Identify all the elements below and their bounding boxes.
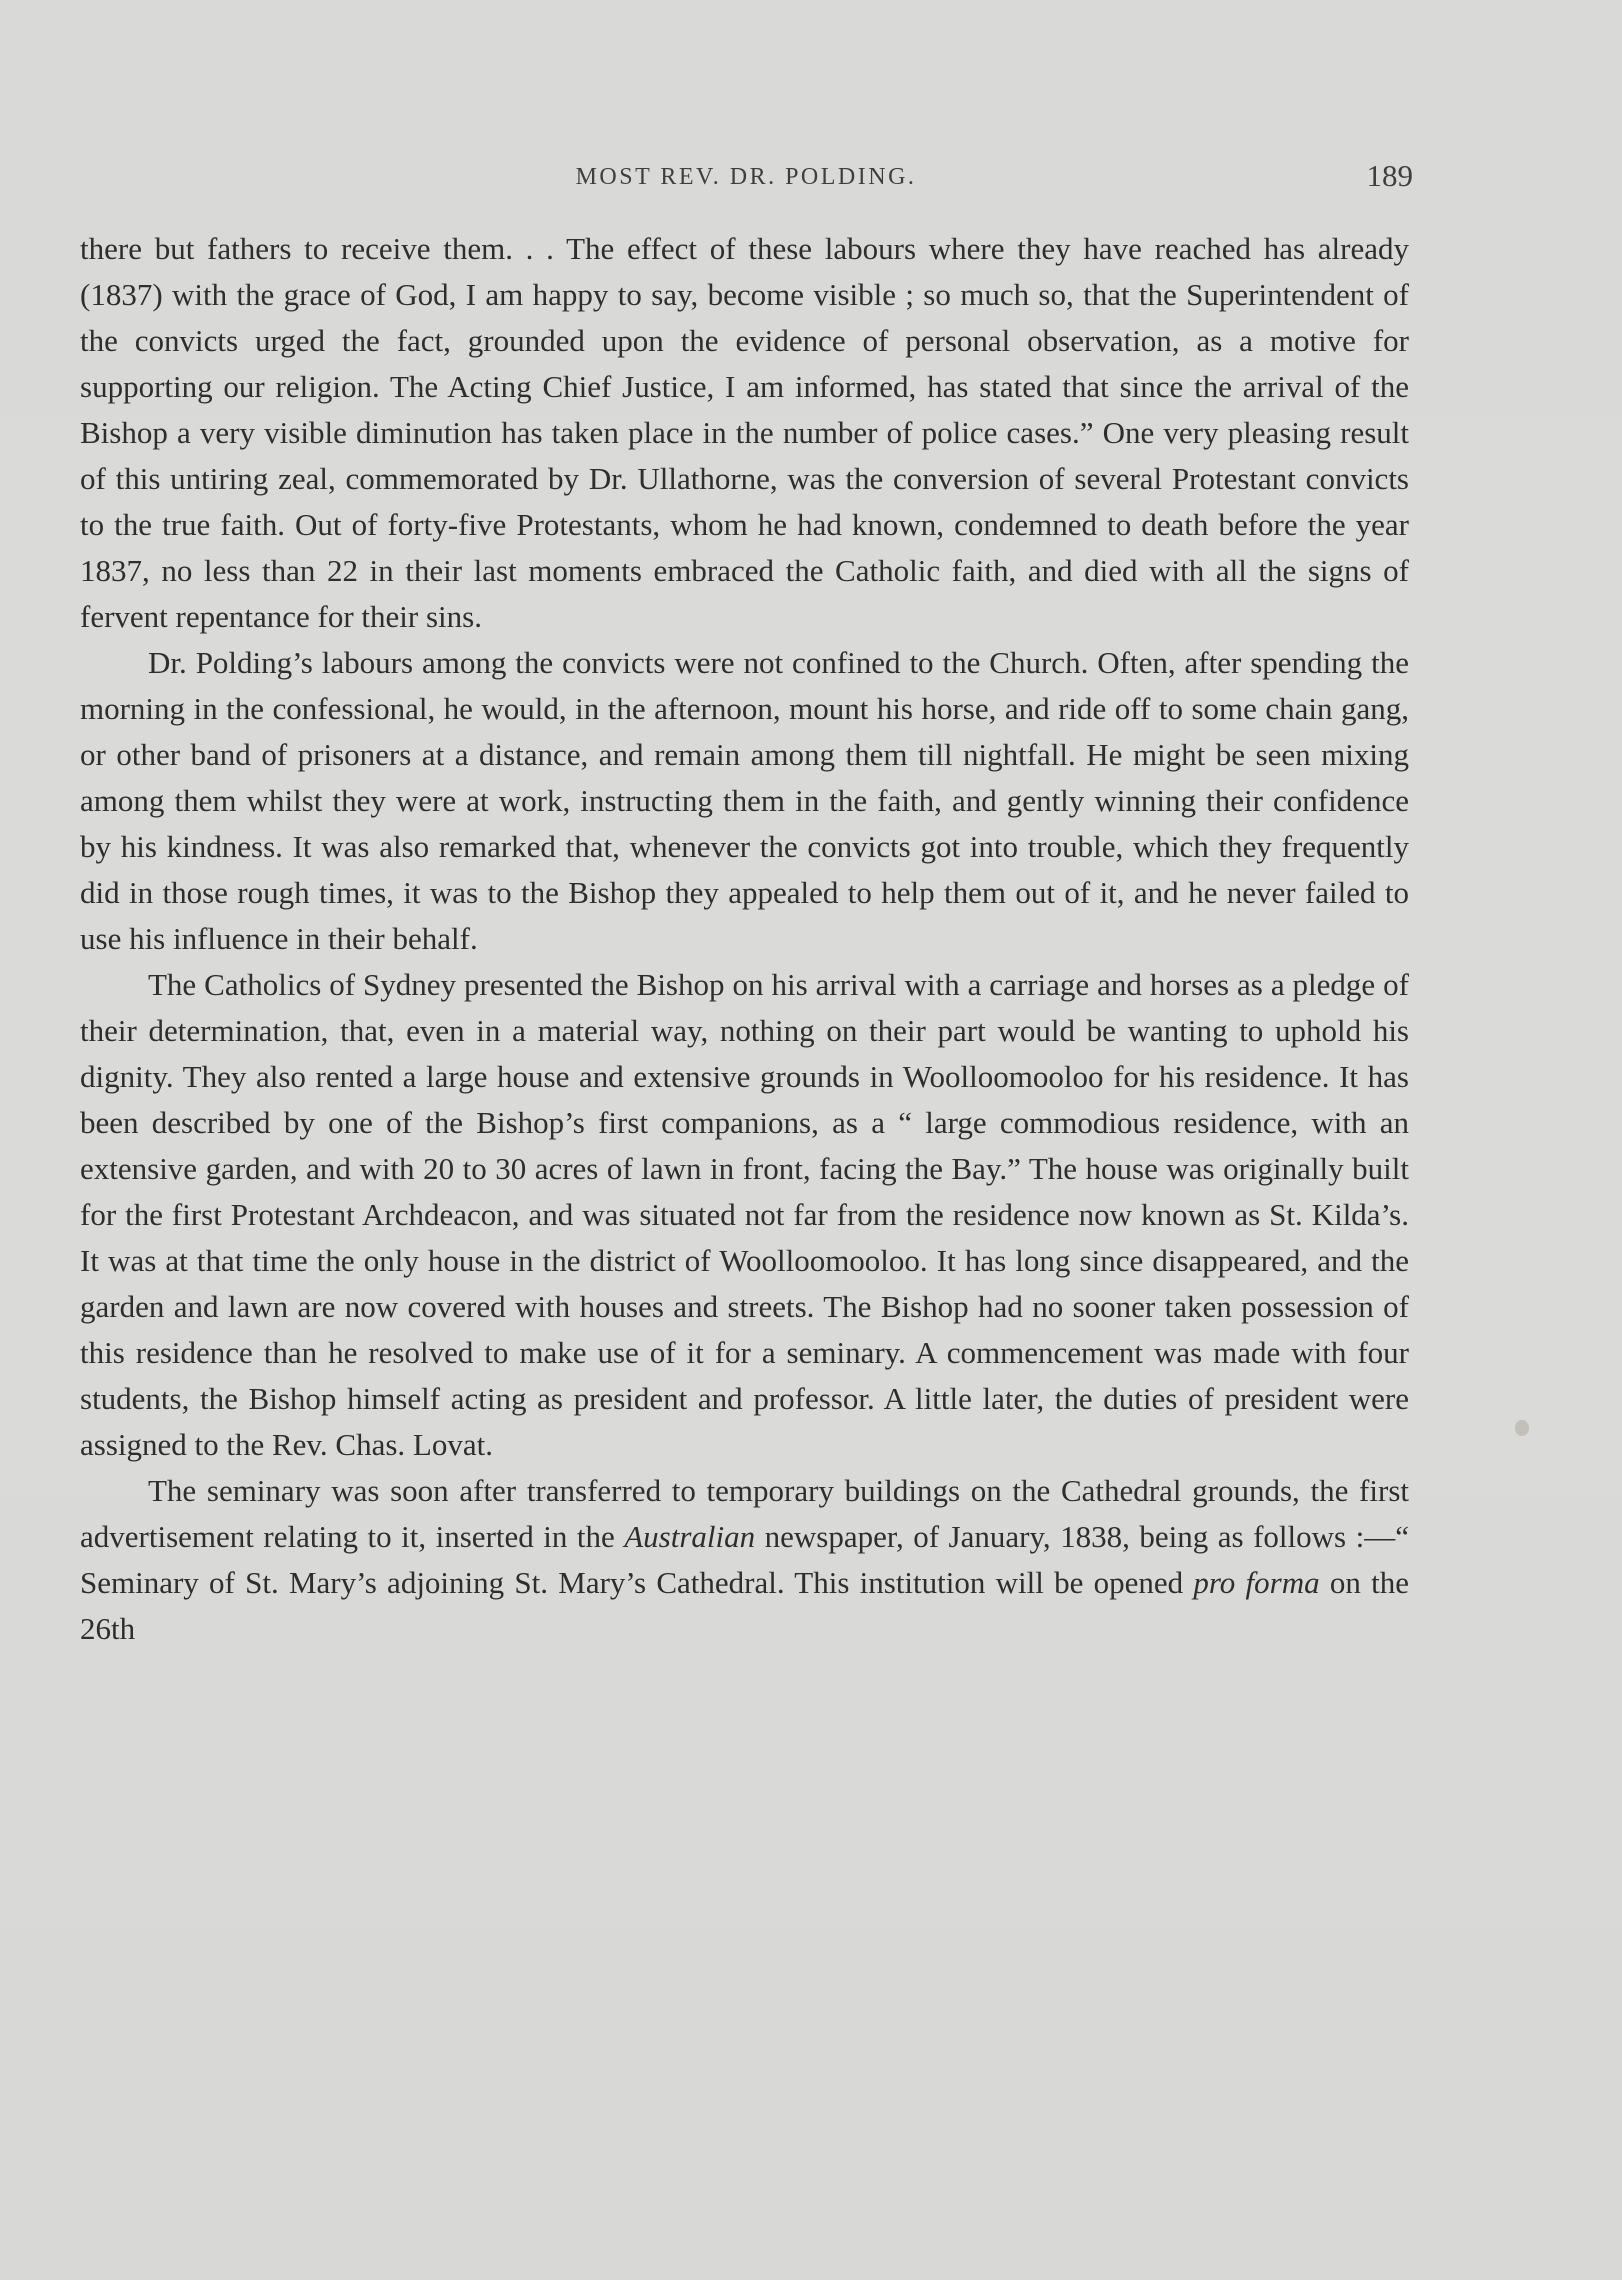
italic-newspaper-title: Australian	[624, 1519, 756, 1554]
text-segment: Dr. Polding’s labours among the convicts were not confined to the Church. Often, after spending the morning in the confessional, he would, in the afternoon, mount his horse, and ride off to some chain gang, or other band of prisoners at a distance, and remain among them till nightfall. He might be seen mixing among them whilst they were at work, instructing them in the faith, and gently winning their confidence by his kindness. It was also remarked that, whenever the convicts got into trouble, which they frequently did in those rough times, it was to the Bishop they appealed to help them out of it, and he never failed to use his influence in their behalf.	[80, 645, 1409, 956]
text-segment: newspaper, of January, 1838, being as follows :—“ Seminary of St. Mary’s adjoining St. Mary’s Cathedral. This institution will be opened	[80, 1519, 1409, 1600]
text-segment: there but fathers to receive them. . . The effect of these labours where they have reached has already (1837) with the grace of God, I am happy to say, become visible ; so much so, that the Superintendent of the convicts urged the fact, grounded upon the evidence of personal observation, as a motive for supporting our religion. The Acting Chief Justice, I am informed, has stated that since the arrival of the Bishop a very visible diminution has taken place in the number of police cases.” One very pleasing result of this untiring zeal, commemorated by Dr. Ullathorne, was the conversion of several Protestant convicts to the true faith. Out of forty-five Protestants, whom he had known, condemned to death before the year 1837, no less than 22 in their last moments embraced the Catholic faith, and died with all the signs of fervent repentance for their sins.	[80, 231, 1409, 634]
page-header	[80, 158, 1412, 198]
page-number: 189	[1366, 158, 1413, 193]
paper-blemish	[1515, 1420, 1529, 1436]
running-head: MOST REV. DR. POLDING.	[575, 164, 917, 190]
paragraph-1	[80, 226, 1409, 640]
paragraph-2	[80, 640, 1409, 962]
body-text	[80, 226, 1409, 1652]
italic-latin-phrase: pro forma	[1193, 1565, 1320, 1600]
text-segment: on the 26th	[80, 1565, 1409, 1646]
text-segment: The seminary was soon after transferred to temporary buildings on the Cathedral grounds, the first advertisement relating to it, inserted in the	[80, 1473, 1409, 1554]
paragraph-4	[80, 1468, 1409, 1652]
text-segment: The Catholics of Sydney presented the Bishop on his arrival with a carriage and horses as a pledge of their determination, that, even in a material way, nothing on their part would be wanting to uphold his dignity. They also rented a large house and extensive grounds in Woolloomooloo for his residence. It has been described by one of the Bishop’s first companions, as a “ large commodious residence, with an extensive garden, and with 20 to 30 acres of lawn in front, facing the Bay.” The house was originally built for the first Protestant Archdeacon, and was situated not far from the residence now known as St. Kilda’s. It was at that time the only house in the district of Woolloomooloo. It has long since disappeared, and the garden and lawn are now covered with houses and streets. The Bishop had no sooner taken possession of this residence than he resolved to make use of it for a seminary. A commencement was made with four students, the Bishop himself acting as president and professor. A little later, the duties of president were assigned to the Rev. Chas. Lovat.	[80, 967, 1409, 1462]
paragraph-3	[80, 962, 1409, 1468]
